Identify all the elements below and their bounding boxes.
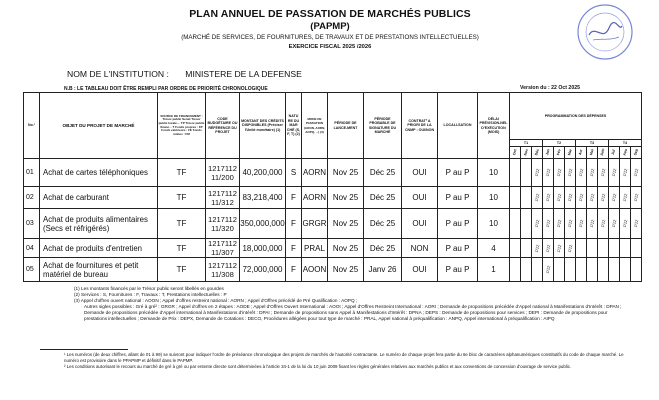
month-header: Juin (598, 147, 609, 159)
cell-objet: Achat de produits alimentaires (Secs et réfrigérés) (40, 209, 158, 239)
cell-prog-month: 1/12 (565, 209, 576, 239)
cell-mode: AORN (302, 187, 328, 209)
col-code: CODE BUDGÉTAIRE OU RÉFÉRENCE DU PROJET (206, 93, 240, 159)
cell-prog-month: 1/12 (587, 209, 598, 239)
month-header: Déc (532, 147, 543, 159)
cell-prog-month: 1/12 (631, 159, 642, 187)
fiscal-year: EXERCICE FISCAL 2025 /2026 (288, 44, 372, 50)
cell-contrat: OUI (402, 258, 438, 282)
cell-prog-month (510, 258, 521, 282)
cell-objet: Achat de carburant (40, 187, 158, 209)
cell-objet: Achat de cartes téléphoniques (40, 159, 158, 187)
cell-prog-month: 1/12 (576, 187, 587, 209)
cell-localisation: P au P (438, 258, 478, 282)
cell-prog-month: 1/12 (565, 239, 576, 258)
cell-prog-month: 1/12 (609, 209, 620, 239)
cell-prog-month (576, 239, 587, 258)
cell-nature: F (286, 187, 302, 209)
month-header: Avr (576, 147, 587, 159)
cell-prog-month (631, 258, 642, 282)
cell-prog-month: 1/12 (532, 209, 543, 239)
cell-code: 1217112 11/320 (206, 209, 240, 239)
cell-lancement: Nov 25 (328, 209, 364, 239)
col-periode: PÉRIODE DE LANCE-MENT (328, 93, 364, 159)
cell-signature: Déc 25 (364, 209, 402, 239)
col-source: SOURCE DE FINANCEMENT : Trésor public Serait Tresor public locale.... TP Trésor public financ... T Fonds propres : FP Fonds extérieurs : FE Fonds mixtes : FM (158, 93, 206, 159)
col-delai: DÉLAI PRÉVISION-NEL D'EXÉCUTION (MOIS) (478, 93, 510, 159)
cell-prog-month (609, 239, 620, 258)
month-header: Jul (609, 147, 620, 159)
cell-contrat: OUI (402, 159, 438, 187)
cell-prog-month: 1/12 (543, 239, 554, 258)
cell-code: 1217112 11/312 (206, 187, 240, 209)
cell-prog-month (631, 239, 642, 258)
month-header: Jan (543, 147, 554, 159)
cell-montant: 72,000,000 (240, 258, 286, 282)
cell-objet: Achat de fournitures et petit matériel de bureau (40, 258, 158, 282)
cell-prog-month: 1/12 (598, 159, 609, 187)
cell-source: TF (158, 209, 206, 239)
cell-localisation: P au P (438, 239, 478, 258)
month-header: Nov (521, 147, 532, 159)
cell-prog-month: 1/12 (576, 159, 587, 187)
cell-montant: 40,200,000 (240, 159, 286, 187)
cell-prog-month: 1/12 (587, 159, 598, 187)
cell-prog-month (510, 187, 521, 209)
procurement-plan-table (23, 92, 642, 282)
footnote-1: ¹ Les numéros (de deux chiffres, allant de 01 à 99) se suivront pour indiquer l'ordre de préséance chronologique des projets de marchés de l'autorité contractante. Le numéro de chaque projet fera partie du 6e bloc de caractères alphanumériques constitutifs du code de chaque marché. Le numéro est provisoire dans le PPAPMP et définitif dans le PAPMP. (64, 352, 624, 363)
cell-contrat: OUI (402, 209, 438, 239)
cell-prog-month: 1/12 (532, 239, 543, 258)
cell-prog-month (565, 258, 576, 282)
col-no: No.¹ (24, 93, 40, 159)
cell-mode: AORN (302, 159, 328, 187)
cell-prog-month: 1/12 (631, 209, 642, 239)
cell-montant: 18,000,000 (240, 239, 286, 258)
cell-prog-month (521, 159, 532, 187)
cell-prog-month: 1/12 (565, 159, 576, 187)
cell-prog-month: 1/12 (543, 187, 554, 209)
cell-localisation: P au P (438, 187, 478, 209)
footnote-2: ² Les conditions autorisant le recours au marché de gré à gré ou par entente directe sont déterminées à l'article 34-1 de la loi du 10 juin 2009 fixant les règles générales relatives aux marchés publics et aux conventions de concession d'ouvrage de service public. (64, 363, 572, 369)
quarter-t1: T1 (510, 140, 543, 147)
cell-delai: 1 (478, 258, 510, 282)
cell-prog-month: 1/12 (554, 187, 565, 209)
cell-prog-month (521, 209, 532, 239)
cell-delai: 10 (478, 187, 510, 209)
quarter-t2: T2 (543, 140, 576, 147)
cell-contrat: OUI (402, 187, 438, 209)
cell-source: TF (158, 239, 206, 258)
cell-prog-month: 1/12 (576, 209, 587, 239)
cell-mode: AOON (302, 258, 328, 282)
table-row (24, 258, 642, 282)
cell-prog-month: 1/12 (543, 258, 554, 282)
cell-no: 03 (24, 209, 40, 239)
cell-source: TF (158, 159, 206, 187)
cell-prog-month (521, 239, 532, 258)
table-row (24, 239, 642, 258)
cell-prog-month (554, 258, 565, 282)
official-seal-stamp (575, 2, 635, 62)
cell-prog-month: 1/12 (620, 209, 631, 239)
cell-prog-month (587, 239, 598, 258)
cell-nature: F (286, 258, 302, 282)
cell-prog-month: 1/12 (631, 187, 642, 209)
note-line: (1) Les montants financés par le Trésor public seront libellés en gourdes (74, 286, 224, 291)
document-subtitle: (MARCHÉ DE SERVICES, DE FOURNITURES, DE TRAVAUX ET DE PRESTATIONS INTELLECTUELLES) (181, 34, 479, 41)
institution-name: MINISTERE DE LA DEFENSE (185, 69, 302, 79)
cell-prog-month (609, 258, 620, 282)
cell-prog-month: 1/12 (587, 187, 598, 209)
legend-notes (74, 286, 624, 322)
cell-nature: F (286, 239, 302, 258)
cell-signature: Déc 25 (364, 159, 402, 187)
footnote-divider (40, 349, 128, 350)
institution-line (67, 69, 316, 79)
quarter-t3: T3 (576, 140, 609, 147)
cell-lancement: Nov 25 (328, 187, 364, 209)
cell-prog-month (587, 258, 598, 282)
month-header: Oct (510, 147, 521, 159)
cell-prog-month: 1/12 (532, 159, 543, 187)
cell-lancement: Nov 25 (328, 258, 364, 282)
cell-signature: Déc 25 (364, 187, 402, 209)
nb-instruction: N.B : LE TABLEAU DOIT ÊTRE REMPLI PAR ORDRE DE PRIORITÉ CHRONOLOGIQUE (64, 86, 268, 92)
table-row (24, 187, 642, 209)
cell-prog-month (620, 239, 631, 258)
cell-prog-month (576, 258, 587, 282)
cell-contrat: NON (402, 239, 438, 258)
col-objet: OBJET DU PROJET DE MARCHÉ (40, 93, 158, 159)
cell-prog-month: 1/12 (532, 187, 543, 209)
note-line: (2) Services : S, Fournitures : F, Travaux : T, Prestations intellectuelles : P (74, 292, 227, 297)
cell-prog-month: 1/12 (620, 159, 631, 187)
cell-delai: 4 (478, 239, 510, 258)
note-line: (3) Appel d'offres ouvert national : AOON ; Appel d'offres restreint national : AORN ; Appel d'Offres précédé de Pré Qualification : AOPQ ; (74, 298, 358, 303)
cell-prog-month (510, 239, 521, 258)
col-localisation: LOCALI-SATION (438, 93, 478, 159)
cell-prog-month (521, 187, 532, 209)
cell-localisation: P au P (438, 209, 478, 239)
cell-prog-month: 1/12 (554, 159, 565, 187)
cell-localisation: P au P (438, 159, 478, 187)
cell-prog-month: 1/12 (554, 239, 565, 258)
col-signature: PÉRIODE PROBABLE DE SIGNATURE DU MARCHÉ (364, 93, 402, 159)
cell-no: 05 (24, 258, 40, 282)
cell-nature: F (286, 209, 302, 239)
cell-delai: 10 (478, 159, 510, 187)
col-contrat: CONTRAT² A PRIORI DE LA CNMP : OUI/NON (402, 93, 438, 159)
version-date: Version du : 22 Oct 2025 (520, 85, 580, 91)
cell-prog-month (598, 239, 609, 258)
cell-prog-month: 1/12 (554, 209, 565, 239)
cell-signature: Janv 26 (364, 258, 402, 282)
cell-prog-month: 1/12 (609, 187, 620, 209)
cell-prog-month (510, 209, 521, 239)
cell-prog-month (510, 159, 521, 187)
cell-code: 1217112 11/307 (206, 239, 240, 258)
month-header: Sep (631, 147, 642, 159)
cell-prog-month: 1/12 (543, 209, 554, 239)
table-row (24, 209, 642, 239)
cell-code: 1217112 11/200 (206, 159, 240, 187)
note-line: Autres sigles possibles : Gré à gré² : GRGR ; Appel d'offres en 2 étapes : AODE ; Appel d'Offres Ouvert International : AOOI ; Appel d'Offres Restreint International : AORI ; Demande de propositions précédée d'Appel national à Manifestations d'Intérêt : DPAN ; Demande de propositions précédée d'Appel international à Manifestations d'intérêt : DPAI ; Demande de propositions sans Appel à Manifestations d'Intérêt : DPNA ; DEPS : Demande de propositions pour services ; DEPI : Demande de propositions pour prestations intellectuelles ; Demande de Prix : DEPX, Demande de Cotations : DECO, Procédures allégées pour tout type de marché : PRAL, Appel national à préqualification : ANPQ, Appel international à préqualification : AIPQ (84, 304, 622, 321)
cell-prog-month: 1/12 (598, 209, 609, 239)
month-header: Mai (587, 147, 598, 159)
cell-prog-month (598, 258, 609, 282)
cell-lancement: Nov 25 (328, 159, 364, 187)
footnotes (64, 352, 624, 370)
cell-signature: Déc 25 (364, 239, 402, 258)
col-programmation: PROGRAMMATION DES DÉPENSES (510, 93, 642, 140)
cell-no: 04 (24, 239, 40, 258)
cell-prog-month: 1/12 (565, 187, 576, 209)
cell-no: 01 (24, 159, 40, 187)
cell-source: TF (158, 258, 206, 282)
cell-source: TF (158, 187, 206, 209)
cell-montant: 83,218,400 (240, 187, 286, 209)
col-montant: MONTANT DES CRÉDITS DISPONIBLES (Préciser l'Unité monétaire) (1) (240, 93, 286, 159)
month-header: Mar (565, 147, 576, 159)
cell-prog-month (521, 258, 532, 282)
cell-code: 1217112 11/308 (206, 258, 240, 282)
col-mode: MODE DE PASSATION (AOON, AORN, AOPQ, ...) (3) (302, 93, 328, 159)
cell-lancement: Nov 25 (328, 239, 364, 258)
cell-prog-month: 1/12 (609, 159, 620, 187)
month-header: Aou (620, 147, 631, 159)
cell-mode: GRGR (302, 209, 328, 239)
cell-prog-month (620, 258, 631, 282)
cell-prog-month: 1/12 (543, 159, 554, 187)
table-body (24, 159, 642, 282)
cell-prog-month: 1/12 (620, 187, 631, 209)
cell-mode: PRAL (302, 239, 328, 258)
document-title: PLAN ANNUEL DE PASSATION DE MARCHÉS PUBLICS (189, 8, 471, 20)
cell-no: 02 (24, 187, 40, 209)
cell-objet: Achat de produits d'entretien (40, 239, 158, 258)
table-row (24, 159, 642, 187)
cell-prog-month (532, 258, 543, 282)
cell-delai: 10 (478, 209, 510, 239)
document-acronym: (PAPMP) (310, 21, 350, 32)
month-header: Fév (554, 147, 565, 159)
institution-label: NOM DE L'INSTITUTION : (67, 69, 169, 79)
col-nature: NATU RE DU MAR CHÉ (S, F, T) (2) (286, 93, 302, 159)
cell-montant: 350,000,000 (240, 209, 286, 239)
cell-nature: S (286, 159, 302, 187)
cell-prog-month: 1/12 (598, 187, 609, 209)
quarter-t4: T4 (609, 140, 642, 147)
